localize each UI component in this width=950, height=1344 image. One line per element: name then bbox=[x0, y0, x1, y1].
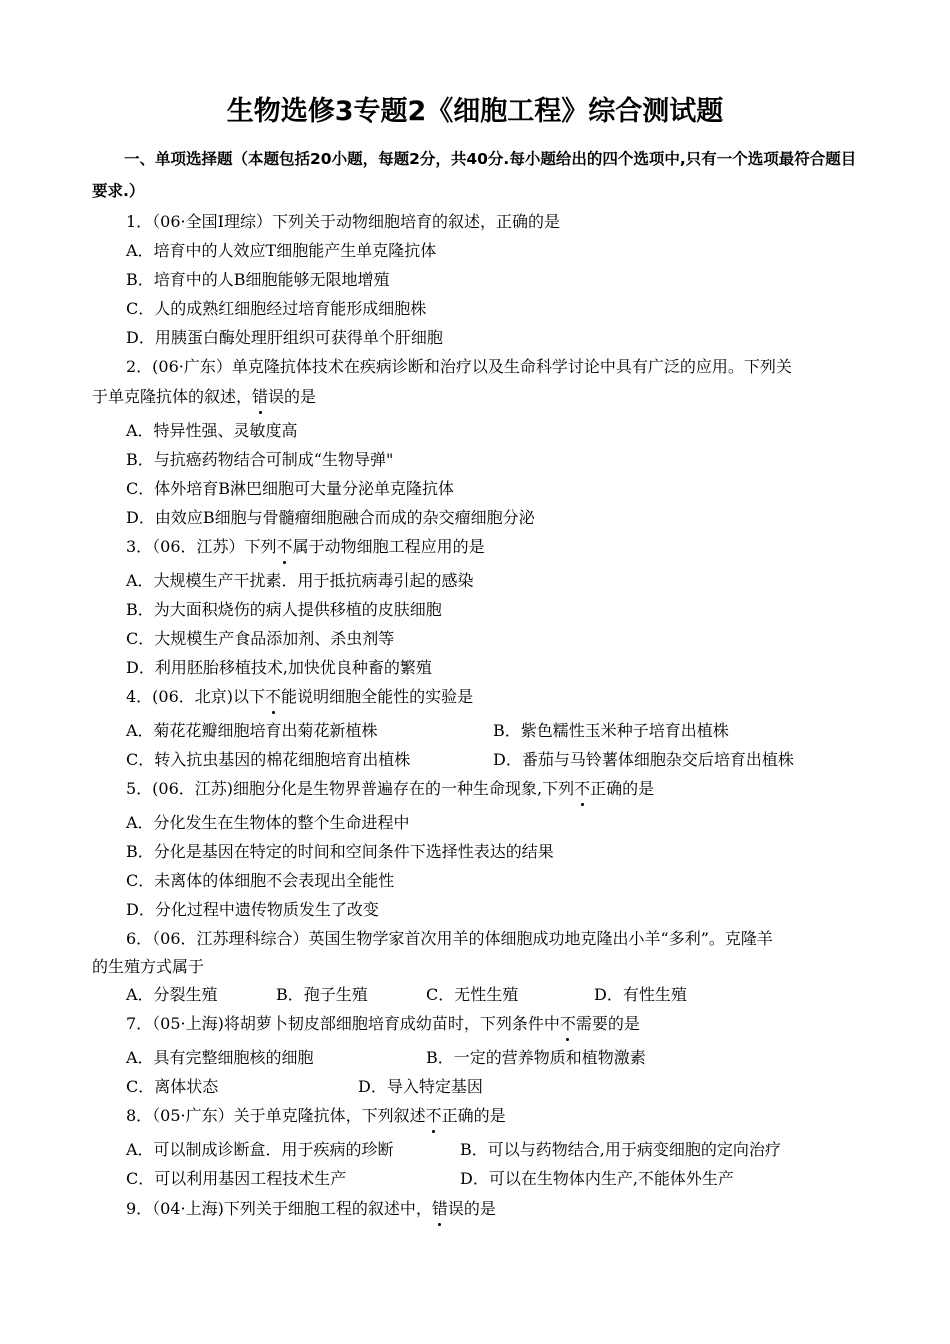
question-4-option-d: D．番茄与马铃薯体细胞杂交后培育出植株 bbox=[493, 750, 794, 769]
section-heading: 一、单项选择题（本题包括20小题，每题2分，共40分.每小题给出的四个选项中,只有一个选项最符合题目要求.） bbox=[92, 150, 857, 200]
question-5-option-b: B．分化是基因在特定的时间和空间条件下选择性表达的结果 bbox=[126, 842, 554, 861]
question-5-option-c: C．未离体的体细胞不会表现出全能性 bbox=[126, 871, 395, 890]
question-2-option-c: C．体外培育B淋巴细胞可大量分泌单克隆抗体 bbox=[126, 479, 455, 498]
document-title: 生物选修3专题2《细胞工程》综合测试题 bbox=[226, 96, 724, 127]
question-1-option-c: C．人的成熟红细胞经过培育能形成细胞株 bbox=[126, 299, 427, 318]
question-5-option-a: A．分化发生在生物体的整个生命进程中 bbox=[126, 813, 410, 832]
question-7-option-a: A．具有完整细胞核的细胞 bbox=[126, 1048, 314, 1067]
question-7-option-d: D．导入特定基因 bbox=[358, 1077, 483, 1096]
question-4-option-c: C．转入抗虫基因的棉花细胞培育出植株 bbox=[126, 750, 411, 769]
question-8-stem: 8．（05·广东）关于单克隆抗体，下列叙述不正确的是 bbox=[126, 1106, 506, 1125]
question-7-option-b: B．一定的营养物质和植物激素 bbox=[426, 1048, 646, 1067]
emphasis-char: 不 bbox=[559, 1014, 576, 1033]
question-8-option-d: D．可以在生物体内生产,不能体外生产 bbox=[460, 1169, 734, 1188]
emphasis-char: 错 bbox=[252, 387, 269, 406]
question-6-option-d: D．有性生殖 bbox=[594, 985, 687, 1004]
emphasis-char: 不 bbox=[265, 687, 282, 706]
question-6-stem-line1: 6．（06．江苏理科综合）英国生物学家首次用羊的体细胞成功地克隆出小羊“多利”。克隆羊 bbox=[126, 929, 773, 948]
question-1-option-a: A．培育中的人效应T细胞能产生单克隆抗体 bbox=[126, 241, 437, 260]
question-5-option-d: D．分化过程中遗传物质发生了改变 bbox=[126, 900, 379, 919]
question-2-stem-line1: 2．(06·广东）单克隆抗体技术在疾病诊断和治疗以及生命科学讨论中具有广泛的应用。下列关 bbox=[126, 357, 792, 376]
question-2-option-a: A．特异性强、灵敏度高 bbox=[126, 421, 298, 440]
question-6-stem-line2: 的生殖方式属于 bbox=[92, 957, 205, 976]
question-1-stem: 1．（06·全国Ⅰ理综）下列关于动物细胞培育的叙述，正确的是 bbox=[126, 212, 560, 231]
emphasis-char: 不 bbox=[276, 537, 293, 556]
question-3-option-d: D．利用胚胎移植技术,加快优良种畜的繁殖 bbox=[126, 658, 432, 677]
question-4-option-a: A．菊花花瓣细胞培育出菊花新植株 bbox=[126, 721, 378, 740]
emphasis-char: 不 bbox=[425, 1106, 442, 1125]
question-5-stem: 5．(06．江苏)细胞分化是生物界普遍存在的一种生命现象,下列不正确的是 bbox=[126, 779, 655, 798]
question-1-option-b: B．培育中的人B细胞能够无限地增殖 bbox=[126, 270, 390, 289]
question-4-stem: 4．(06．北京)以下不能说明细胞全能性的实验是 bbox=[126, 687, 474, 706]
question-3-option-a: A．大规模生产干扰素．用于抵抗病毒引起的感染 bbox=[126, 571, 474, 590]
question-6-option-b: B．孢子生殖 bbox=[276, 985, 368, 1004]
question-2-option-b: B．与抗癌药物结合可制成“生物导弹" bbox=[126, 450, 394, 469]
question-3-stem: 3．（06．江苏）下列不属于动物细胞工程应用的是 bbox=[126, 537, 485, 556]
question-8-option-c: C．可以利用基因工程技术生产 bbox=[126, 1169, 347, 1188]
question-7-option-c: C．离体状态 bbox=[126, 1077, 219, 1096]
question-3-option-c: C．大规模生产食品添加剂、杀虫剂等 bbox=[126, 629, 395, 648]
question-2-option-d: D．由效应B细胞与骨髓瘤细胞融合而成的杂交瘤细胞分泌 bbox=[126, 508, 535, 527]
question-2-stem-line2: 于单克隆抗体的叙述，错误的是 bbox=[92, 387, 317, 406]
emphasis-char: 不 bbox=[574, 779, 591, 798]
question-9-stem: 9．（04·上海)下列关于细胞工程的叙述中，错误的是 bbox=[126, 1199, 496, 1218]
question-8-option-a: A．可以制成诊断盒．用于疾病的珍断 bbox=[126, 1140, 394, 1159]
question-3-option-b: B．为大面积烧伤的病人提供移植的皮肤细胞 bbox=[126, 600, 442, 619]
question-7-stem: 7．（05·上海)将胡萝卜韧皮部细胞培育成幼苗时，下列条件中不需要的是 bbox=[126, 1014, 640, 1033]
question-6-option-c: C．无性生殖 bbox=[426, 985, 519, 1004]
emphasis-char: 错 bbox=[431, 1199, 448, 1218]
question-4-option-b: B．紫色糯性玉米种子培育出植株 bbox=[493, 721, 729, 740]
question-1-option-d: D．用胰蛋白酶处理肝组织可获得单个肝细胞 bbox=[126, 328, 443, 347]
question-8-option-b: B．可以与药物结合,用于病变细胞的定向治疗 bbox=[460, 1140, 781, 1159]
question-6-option-a: A．分裂生殖 bbox=[126, 985, 218, 1004]
